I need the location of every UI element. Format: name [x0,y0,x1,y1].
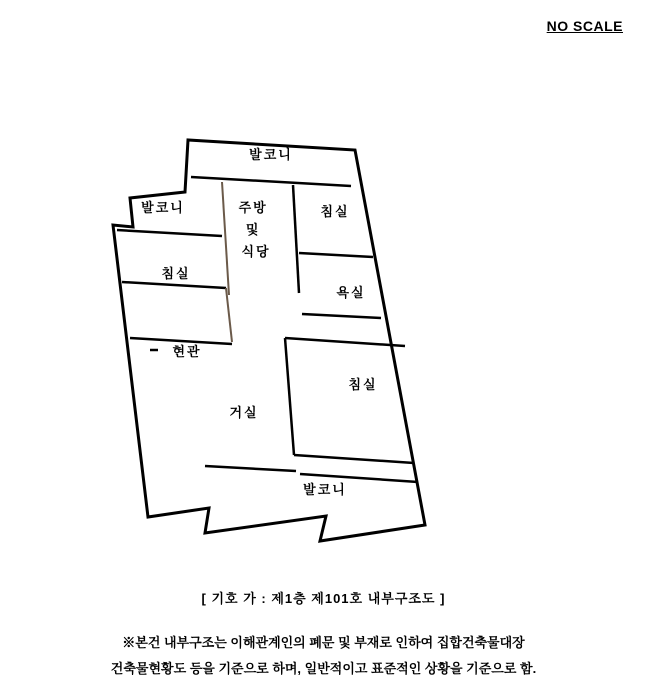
room-label-bedroom-right: 침실 [348,377,378,392]
footnote-line-1: ※본건 내부구조는 이해관계인의 폐문 및 부재로 인하여 집합건축물대장 [122,635,525,650]
room-label-bedroom-top: 침실 [320,204,350,219]
room-label-balcony-bottom: 발코니 [303,482,347,497]
room-label-kitchen-dining: 주방 및 식당 [238,200,271,259]
room-label-balcony-top: 발코니 [249,147,293,162]
room-label-entrance: 현관 [172,344,202,359]
no-scale-label: NO SCALE [546,18,623,34]
room-label-living-room: 거실 [229,405,259,420]
room-label-bathroom: 욕실 [336,285,366,300]
room-label-bedroom-left: 침실 [161,266,191,281]
room-label-balcony-left: 발코니 [141,200,185,215]
footnote [0,630,647,682]
floorplan-caption: [ 기호 가 : 제1층 제101호 내부구조도 ] [201,591,446,606]
footnote-line-2: 건축물현황도 등을 기준으로 하며, 일반적이고 표준적인 상황을 기준으로 함. [110,661,537,676]
floorplan-diagram [0,50,647,560]
